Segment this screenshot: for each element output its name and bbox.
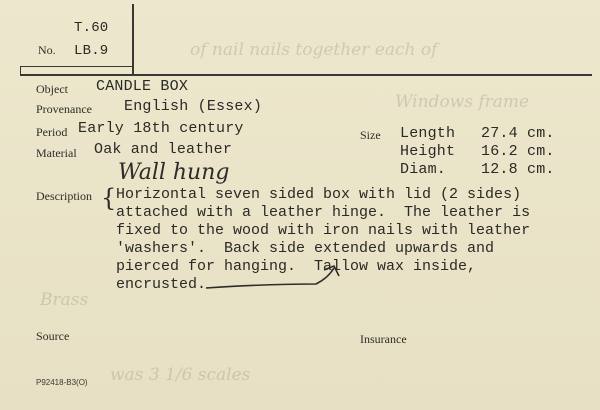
form-code: P92418-B3(O) (36, 378, 88, 387)
description-line-4: 'washers'. Back side extended upwards and (116, 240, 495, 257)
bleed-through-handwriting: Brass (40, 290, 89, 310)
top-divider-line (20, 74, 592, 76)
description-line-2: attached with a leather hinge. The leather is (116, 204, 531, 221)
left-margin-line (20, 66, 21, 76)
no-label: No. (38, 43, 56, 57)
size-diam-value: 12.8 cm. (481, 161, 555, 178)
size-length-name: Length (400, 125, 456, 142)
description-line-3: fixed to the wood with iron nails with leather (116, 222, 531, 239)
handwritten-brace: { (101, 184, 117, 212)
description-label: Description (36, 189, 92, 203)
provenance-value: English (Essex) (124, 98, 263, 115)
no-value-line-1: T.60 (74, 20, 109, 36)
handwritten-annotation: Wall hung (118, 160, 230, 185)
size-diam-name: Diam. (400, 161, 447, 178)
bleed-through-handwriting: Windows frame (395, 92, 530, 112)
provenance-label: Provenance (36, 102, 92, 116)
no-value-line-2: LB.9 (74, 43, 109, 59)
period-value: Early 18th century (78, 120, 244, 137)
size-height-value: 16.2 cm. (481, 143, 555, 160)
description-line-6: encrusted. (116, 276, 207, 293)
bleed-through-handwriting: of nail nails together each of (190, 40, 438, 60)
insurance-label: Insurance (360, 332, 407, 346)
period-label: Period (36, 125, 68, 139)
material-value: Oak and leather (94, 141, 233, 158)
object-value: CANDLE BOX (96, 78, 189, 95)
no-box-bottom-line (20, 66, 132, 67)
object-label: Object (36, 82, 68, 96)
size-label: Size (360, 128, 381, 142)
bleed-through-handwriting: was 3 1/6 scales (110, 365, 251, 385)
insertion-arrow-icon (196, 258, 356, 298)
description-line-5: pierced for hanging. Tallow wax inside, (116, 258, 477, 275)
size-height-name: Height (400, 143, 456, 160)
material-label: Material (36, 146, 77, 160)
no-box-right-line (132, 4, 134, 76)
description-line-1: Horizontal seven sided box with lid (2 sides) (116, 186, 522, 203)
size-length-value: 27.4 cm. (481, 125, 555, 142)
source-label: Source (36, 329, 70, 343)
